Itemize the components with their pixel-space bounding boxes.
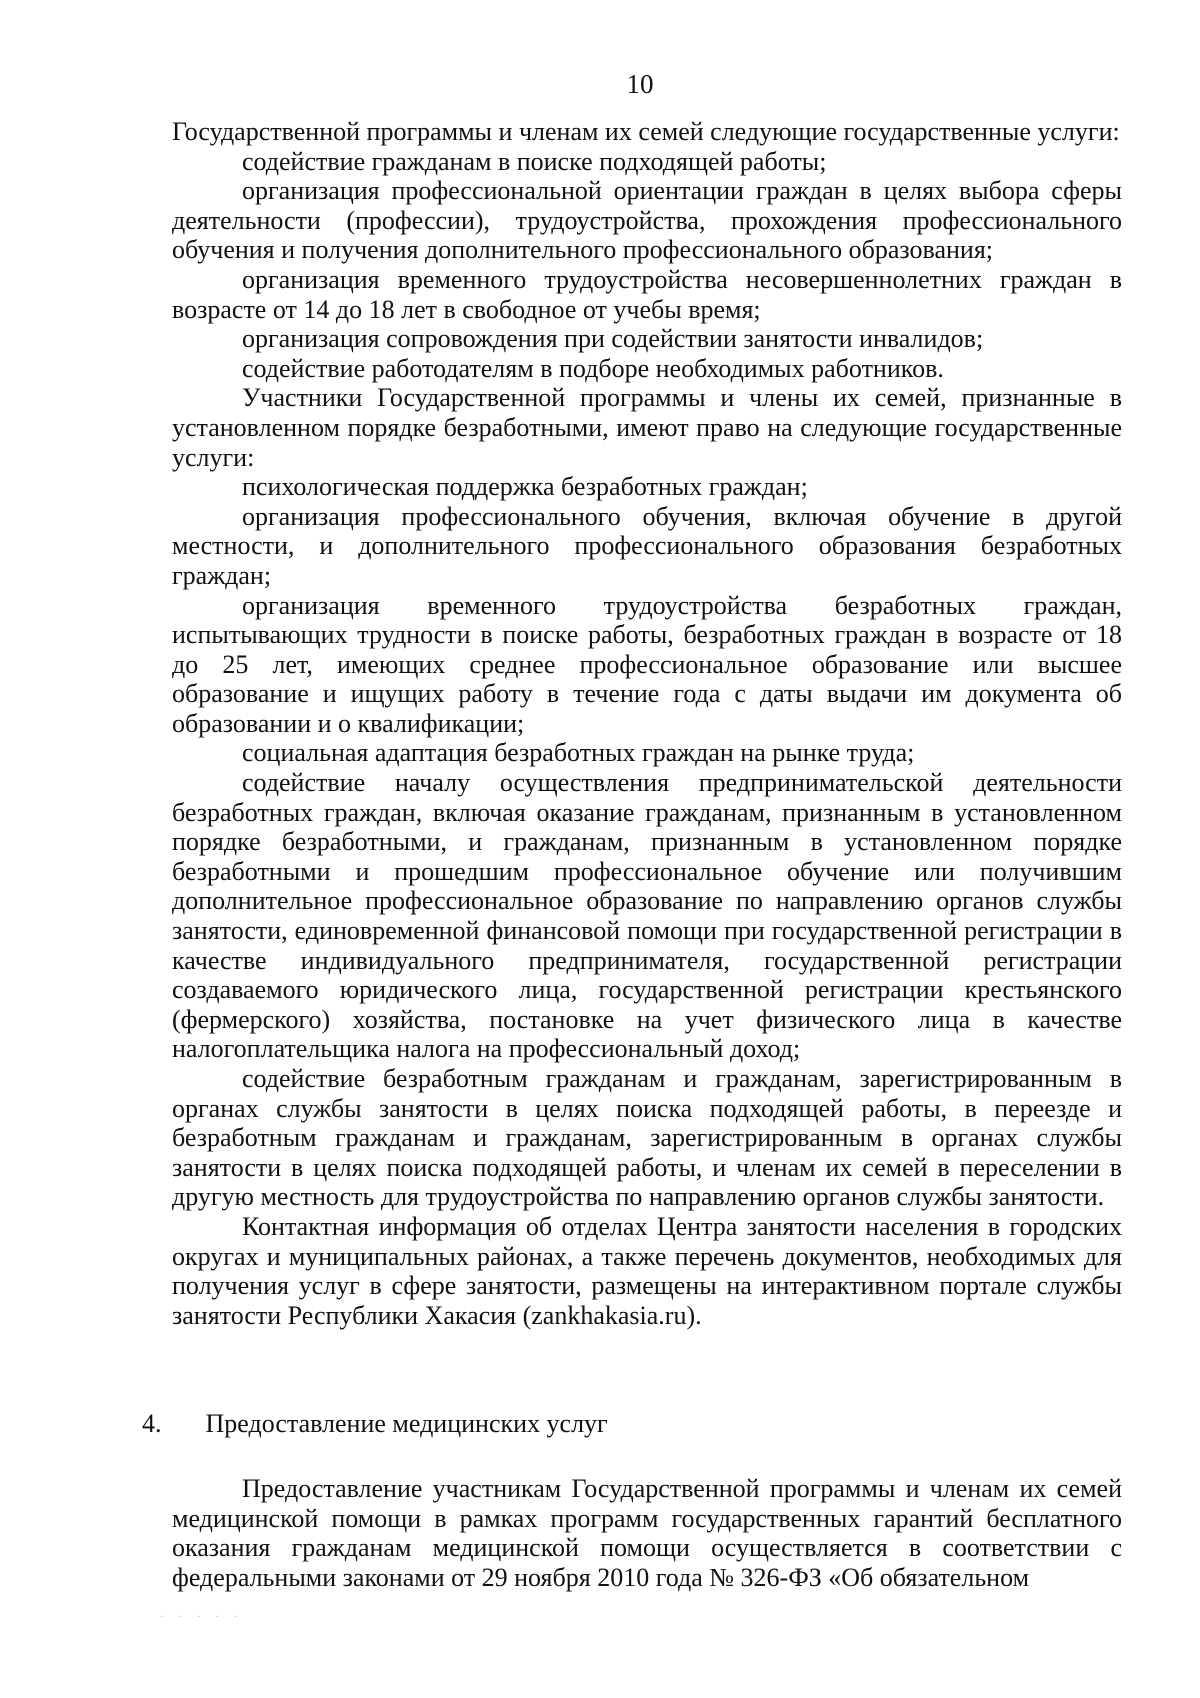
page-number: 10 [626,69,654,99]
paragraph: содействие началу осуществления предпринимательской деятельности безработных граждан, включая оказание гражданам, признанным в установленном порядке безработными, и гражданам, признанным в установленном порядке безработными и прошедшим профессиональное обучение или получившим дополнительное профессиональное образование по направлению органов службы занятости, единовременной финансовой помощи при государственной регистрации в качестве индивидуального предпринимателя, государственной регистрации создаваемого юридического лица, государственной регистрации крестьянского (фермерского) хозяйства, постановке на учет физического лица в качестве налогоплательщика налога на профессиональный доход; [172,768,1122,1064]
paragraph: содействие работодателям в подборе необходимых работников. [242,353,944,383]
paragraph: организация временного трудоустройства несовершеннолетних граждан в возрасте от 14 до 18 лет в свободное от учебы время; [172,264,1122,324]
paragraph: Участники Государственной программы и члены их семей, признанные в установленном порядке безработными, имеют право на следующие государственные услуги: [172,383,1122,472]
paragraph: содействие гражданам в поиске подходящей работы; [242,146,827,176]
paragraph: организация сопровождения при содействии занятости инвалидов; [242,324,984,354]
paragraph: Предоставление участникам Государственной программы и членам их семей медицинской помощи в рамках программ государственных гарантий бесплатного оказания гражданам медицинской помощи осуществляется в соответствии с федеральными законами от 29 ноября 2010 года № 326-ФЗ «Об обязательном [172,1474,1122,1592]
paragraph: социальная адаптация безработных граждан на рынке труда; [242,738,915,768]
section-body [172,1474,1122,1592]
paragraph: содействие безработным гражданам и гражданам, зарегистрированным в органах службы занятости в целях поиска подходящей работы, в переезде и безработным гражданам и гражданам, зарегистрированным в органах службы занятости в целях поиска подходящей работы, и членам их семей в переселении в другую местность для трудоустройства по направлению органов службы занятости. [172,1064,1122,1212]
paragraph: организация временного трудоустройства безработных граждан, испытывающих трудности в поиске работы, безработных граждан в возрасте от 18 до 25 лет, имеющих среднее профессиональное образование или высшее образование и ищущих работу в течение года с даты выдачи им документа об образовании и о квалификации; [172,590,1122,738]
paragraph: организация профессионального обучения, включая обучение в другой местности, и дополнительного профессионального образования безработных граждан; [172,501,1122,590]
section-heading [142,1409,1122,1439]
paragraph: организация профессиональной ориентации граждан в целях выбора сферы деятельности (профессии), трудоустройства, прохождения профессионального обучения и получения дополнительного профессионального образования; [172,176,1122,265]
paragraph: Контактная информация об отделах Центра занятости населения в городских округах и муниципальных районах, а также перечень документов, необходимых для получения услуг в сфере занятости, размещены на интерактивном портале службы занятости Республики Хакасия (zankhakasia.ru). [172,1211,1122,1330]
paragraph: Государственной программы и членам их семей следующие государственные услуги: [172,117,1120,146]
body-text [172,117,1122,1330]
paragraph: психологическая поддержка безработных граждан; [242,472,808,502]
section-title: Предоставление медицинских услуг [205,1409,608,1438]
section-number: 4. [142,1409,162,1438]
scan-artifact: · · · · · [160,1611,244,1623]
